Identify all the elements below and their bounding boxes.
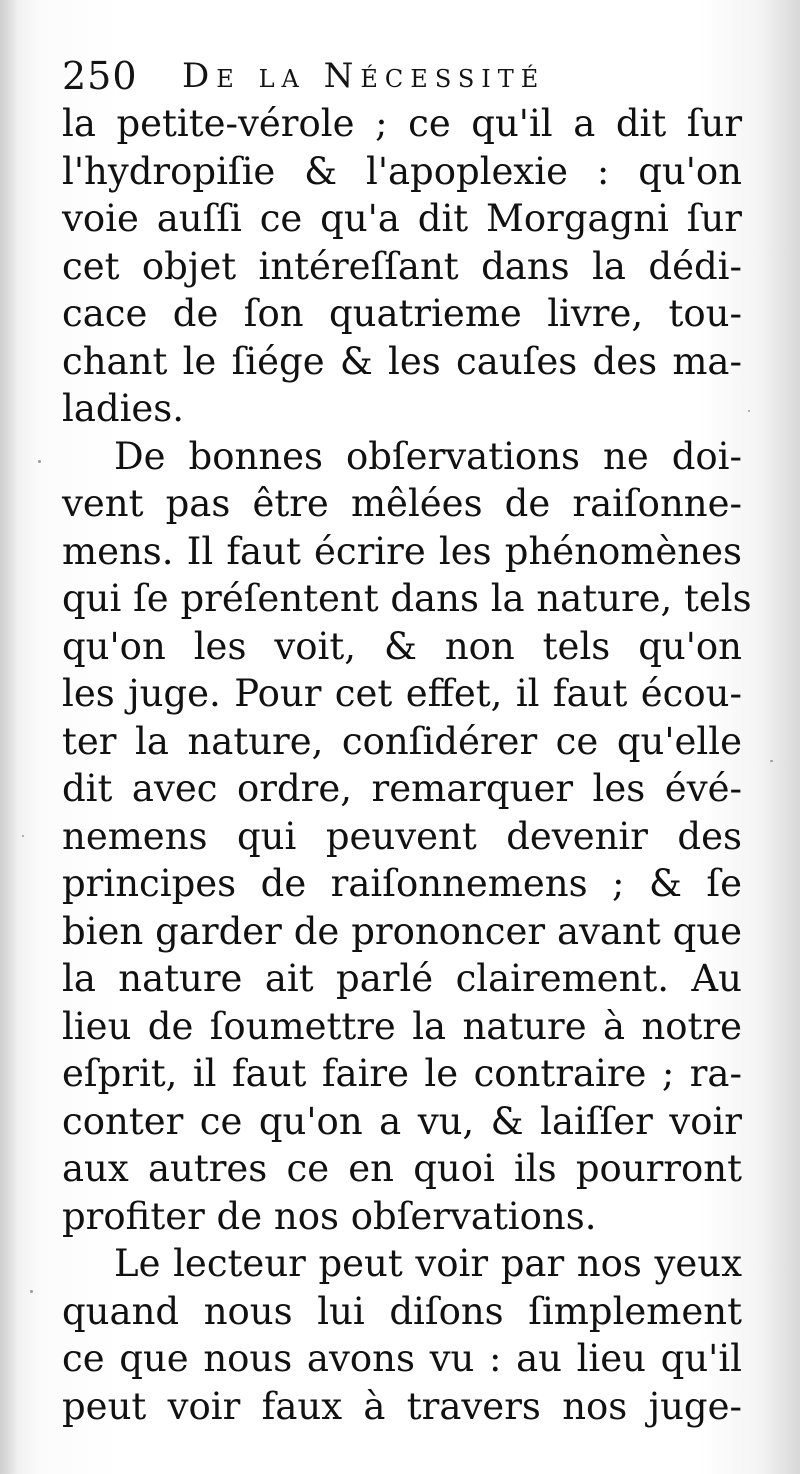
text-line: mens. Il faut écrire les phénomènes [62, 529, 742, 573]
text-line: qu'on les voit, & non tels qu'on [62, 624, 742, 668]
text-line: voie auſſi ce qu'a dit Morgagni ſur [62, 197, 742, 240]
paper-speck [770, 760, 773, 762]
text-line: la petite-vérole ; ce qu'il a dit ſur [62, 102, 742, 145]
text-line: nemens qui peuvent devenir des [62, 814, 742, 858]
text-line: l'hydropiſie & l'apoplexie : qu'on [62, 149, 742, 193]
text-line: ladies. [62, 387, 185, 430]
text-line: bien garder de prononcer avant que [62, 909, 742, 953]
text-line: conter ce qu'on a vu, & laiſſer voir [62, 1099, 742, 1143]
text-line: cace de ſon quatrieme livre, tou- [62, 292, 742, 335]
text-line: lieu de ſoumettre la nature à notre [62, 1004, 742, 1048]
page-number: 250 [62, 54, 138, 98]
page-spine-shadow [0, 0, 18, 1474]
text-line: peut voir faux à travers nos juge- [62, 1384, 742, 1428]
text-line: vent pas être mêlées de raiſonne- [62, 482, 742, 525]
paragraph-start-line: Le lecteur peut voir par nos yeux [114, 1242, 742, 1285]
paragraph-start-line: De bonnes obſervations ne doi- [114, 434, 742, 478]
running-title: De la Nécessité [182, 56, 546, 96]
text-line: qui ſe préſentent dans la nature, tels [62, 577, 752, 620]
text-line: les juge. Pour cet effet, il faut écou- [62, 672, 742, 715]
paper-speck [22, 835, 24, 837]
body-text [62, 100, 752, 1430]
text-line: principes de raiſonnemens ; & ſe [62, 862, 742, 905]
text-line: quand nous lui diſons ſimplement [62, 1289, 742, 1333]
text-line: cet objet intéreſſant dans la dédi- [62, 244, 742, 288]
text-line: chant le ſiége & les cauſes des ma- [62, 339, 742, 383]
text-line: eſprit, il faut faire le contraire ; ra- [62, 1052, 742, 1095]
paper-speck [748, 410, 750, 412]
text-line: aux autres ce en quoi ils pourront [62, 1147, 742, 1190]
paper-speck [38, 460, 41, 463]
text-line: ter la nature, conſidérer ce qu'elle [62, 719, 742, 763]
text-line: dit avec ordre, remarquer les évé- [62, 767, 742, 810]
text-line: la nature ait parlé clairement. Au [62, 957, 742, 1000]
text-line: ce que nous avons vu : au lieu qu'il [62, 1337, 742, 1380]
text-line: profiter de nos obſervations. [62, 1194, 597, 1238]
paper-speck [30, 1290, 33, 1293]
